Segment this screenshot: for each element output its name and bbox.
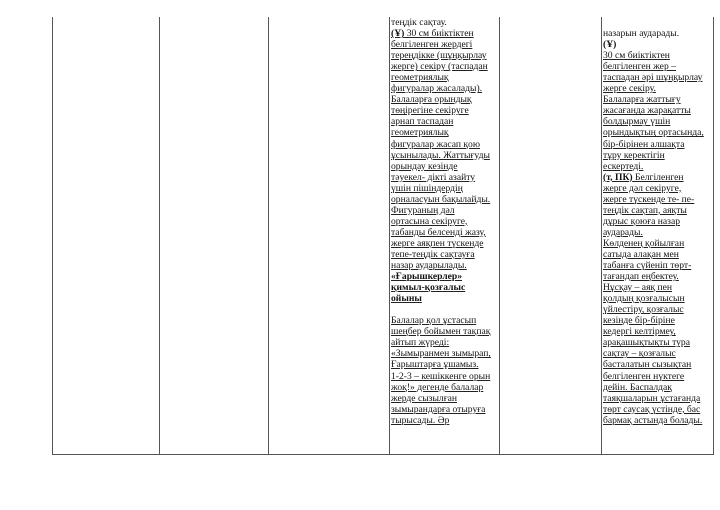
text-line-content: жерге дәл секіруге,	[603, 182, 682, 194]
text-line	[391, 371, 491, 382]
table-cell-activity	[391, 17, 491, 426]
text-line-content: табанға сүйеніп төрт-	[603, 260, 692, 272]
text-line-content: жерге аяқпен түскенде	[391, 237, 484, 249]
text-line	[603, 227, 704, 238]
text-line	[603, 371, 704, 382]
table-cell-guidance	[603, 17, 704, 426]
text-line	[391, 205, 491, 216]
text-line	[603, 172, 704, 183]
text-line-content: жерде сызылған	[391, 392, 458, 404]
text-line	[391, 61, 491, 72]
text-line	[603, 127, 704, 138]
text-line	[391, 238, 491, 249]
text-line	[603, 260, 704, 271]
text-line	[603, 61, 704, 72]
text-line	[603, 393, 704, 404]
text-line-content: Балаларға орындық	[391, 94, 472, 106]
text-line	[391, 304, 491, 315]
text-line-content: орындау кезінде	[391, 160, 458, 172]
text-line-content: қолдың қозғалысын	[603, 293, 685, 305]
text-line-content: геометриялық	[391, 127, 449, 139]
text-line	[603, 150, 704, 161]
bold-marker: (т, ПК)	[603, 171, 633, 183]
text-line	[391, 161, 491, 172]
text-line	[603, 238, 704, 249]
text-line	[391, 282, 491, 293]
text-line	[603, 17, 704, 28]
text-line	[391, 50, 491, 61]
plan-table	[52, 17, 714, 455]
table-border	[52, 17, 53, 455]
text-line-content: (Ұ)	[603, 39, 617, 51]
text-line-content: сатыда алақан мен	[603, 248, 679, 260]
text-line	[603, 50, 704, 61]
text-line	[391, 183, 491, 194]
text-line	[391, 415, 491, 426]
text-line	[391, 404, 491, 415]
text-line-content: теңдік сақтап, аяқты	[603, 204, 687, 216]
text-line-content: назар аударылады.	[391, 260, 467, 272]
text-line	[603, 28, 704, 39]
text-line-content: орындықтың ортасында,	[603, 127, 704, 139]
text-line	[391, 28, 491, 39]
text-line	[603, 216, 704, 227]
text-line-content: Балалар қол ұстасып	[391, 315, 477, 327]
text-line-content: аударады.	[603, 226, 643, 238]
text-line-content: жерге) секіру (таспадан	[391, 61, 488, 73]
text-line	[391, 326, 491, 337]
table-border	[159, 17, 160, 455]
text-line	[391, 139, 491, 150]
text-line-content: арнап таспадан	[391, 116, 454, 128]
text-line	[603, 105, 704, 116]
text-line-content: белгіленген жердегі	[391, 39, 473, 51]
text-line-content: жерге секіру.	[603, 83, 656, 95]
text-line-content: жоқ!» дегенде балалар	[391, 381, 484, 393]
text-line	[603, 271, 704, 282]
text-line-content: шеңбер бойымен тақпақ	[391, 326, 491, 338]
text-line-content: теңдік сақтау.	[391, 17, 447, 28]
text-line-content: табанды белсенді жазу,	[391, 226, 486, 238]
text-line-content: тәуекел- дікті азайту	[391, 171, 476, 183]
table-border	[601, 17, 602, 455]
text-line	[391, 194, 491, 205]
text-line-content: Фигураның дәл	[391, 204, 455, 216]
text-line	[391, 293, 491, 304]
text-line-content: кезінде бір-біріне	[603, 315, 675, 327]
text-line-content: ескертеді.	[603, 160, 644, 172]
text-line-content: Нұсқау – аяқ пен	[603, 282, 673, 294]
text-line	[391, 271, 491, 282]
text-line	[603, 72, 704, 83]
text-line	[603, 282, 704, 293]
table-border	[268, 17, 269, 455]
text-line-content: белгіленген нүктеге	[603, 370, 685, 382]
text-line	[603, 304, 704, 315]
text-line	[603, 194, 704, 205]
text-line	[603, 83, 704, 94]
text-line-content: сақтау – қозғалыс	[603, 348, 676, 360]
table-border	[713, 17, 714, 455]
text-line-content: «Зымыранмен зымырап,	[391, 348, 491, 360]
text-line-content: фигуралар жасалады).	[391, 83, 483, 95]
text-line	[603, 39, 704, 50]
text-line-content: 1-2-3 – кешіккенге орын	[391, 370, 491, 382]
text-line	[603, 404, 704, 415]
text-line-content: тепе-теңдік сақтауға	[391, 248, 475, 260]
text-line-content: ойыны	[391, 293, 422, 305]
text-line-content: жасағанда жарақатты	[603, 105, 691, 117]
text-line-content: фигуралар жасап қою	[391, 138, 481, 150]
text-line-content: төңірегіне секіруге	[391, 105, 469, 117]
text-line-content: 30 см биіктіктен	[404, 28, 474, 40]
text-line-content: орналасуын бақылайды.	[391, 193, 491, 205]
text-line	[603, 293, 704, 304]
text-line	[391, 260, 491, 271]
text-line	[391, 337, 491, 348]
text-line	[603, 94, 704, 105]
text-line-content: назарын аударады.	[603, 28, 680, 40]
text-line	[603, 359, 704, 370]
text-line-content: төрт саусақ үстінде, бас	[603, 403, 701, 415]
text-line	[391, 216, 491, 227]
text-line-content: 30 см биіктіктен	[603, 50, 670, 62]
table-border	[389, 17, 390, 455]
text-line-content: айтып жүреді:	[391, 337, 450, 349]
text-line-content: тұру керектігін	[603, 149, 665, 161]
text-line	[391, 116, 491, 127]
text-line	[603, 249, 704, 260]
text-line-content: таспадан әрі шұңқырлау	[603, 72, 703, 84]
text-line	[391, 172, 491, 183]
text-line-content: тереңдікке (шұңқырлау	[391, 50, 487, 62]
text-line-content: геометриялық	[391, 72, 449, 84]
text-line	[603, 205, 704, 216]
text-line	[391, 348, 491, 359]
text-line	[391, 315, 491, 326]
text-line-content: таяқшаларын ұстағанда	[603, 392, 701, 404]
text-line-content: кедергі келтірмеу,	[603, 326, 676, 338]
text-line-content: Ғарыштарға ұшамыз.	[391, 359, 479, 371]
text-line-content: арақашықтықты тура	[603, 337, 690, 349]
text-line-content: ұсынылады. Жаттығуды	[391, 149, 490, 161]
text-line-content: «Ғарышкерлер»	[391, 271, 463, 283]
text-line-content: бір-бірінен алшақта	[603, 138, 685, 150]
text-line-content: Белгіленген	[632, 171, 684, 183]
text-line-content: зымырандарға отыруға	[391, 403, 486, 415]
text-line-content: дұрыс қоюға назар	[603, 215, 681, 227]
text-line	[603, 161, 704, 172]
text-line	[603, 326, 704, 337]
text-line-content: тырысады. Әр	[391, 414, 450, 426]
text-line	[391, 359, 491, 370]
text-line	[391, 393, 491, 404]
text-line	[391, 127, 491, 138]
bold-marker: (Ұ)	[391, 28, 405, 40]
text-line-content: болдырмау үшін	[603, 116, 671, 128]
text-line-content: жерге түскенде те- пе-	[603, 193, 695, 205]
text-line-content: үйлестіру, қозғалыс	[603, 304, 684, 316]
text-line-content: дейін. Баспалдақ	[603, 381, 672, 393]
text-line	[391, 39, 491, 50]
text-line	[391, 150, 491, 161]
text-line	[603, 139, 704, 150]
text-line	[391, 72, 491, 83]
text-line	[603, 116, 704, 127]
text-line	[603, 337, 704, 348]
text-line-content: басталатын сызықтан	[603, 359, 692, 371]
text-line-content: тағандап еңбектеу.	[603, 271, 679, 283]
text-line	[391, 105, 491, 116]
text-line-content: бармақ астында болады.	[603, 414, 703, 426]
text-line	[603, 382, 704, 393]
text-line	[603, 183, 704, 194]
text-line	[603, 315, 704, 326]
text-line-content: үшін пішіндердің	[391, 182, 463, 194]
text-line	[603, 348, 704, 359]
text-line-content: Көлденең қойылған	[603, 237, 685, 249]
text-line-content: белгіленген жер –	[603, 61, 676, 73]
table-border	[52, 454, 714, 455]
text-line	[391, 249, 491, 260]
text-line-content: ортасына секіруге,	[391, 215, 468, 227]
table-border	[499, 17, 500, 455]
text-line	[391, 227, 491, 238]
text-line	[391, 382, 491, 393]
text-line	[391, 17, 491, 28]
text-line-content: Балаларға жаттығу	[603, 94, 681, 106]
text-line-content: қимыл-қозғалыс	[391, 282, 466, 294]
text-line	[391, 83, 491, 94]
text-line	[391, 94, 491, 105]
text-line	[603, 415, 704, 426]
